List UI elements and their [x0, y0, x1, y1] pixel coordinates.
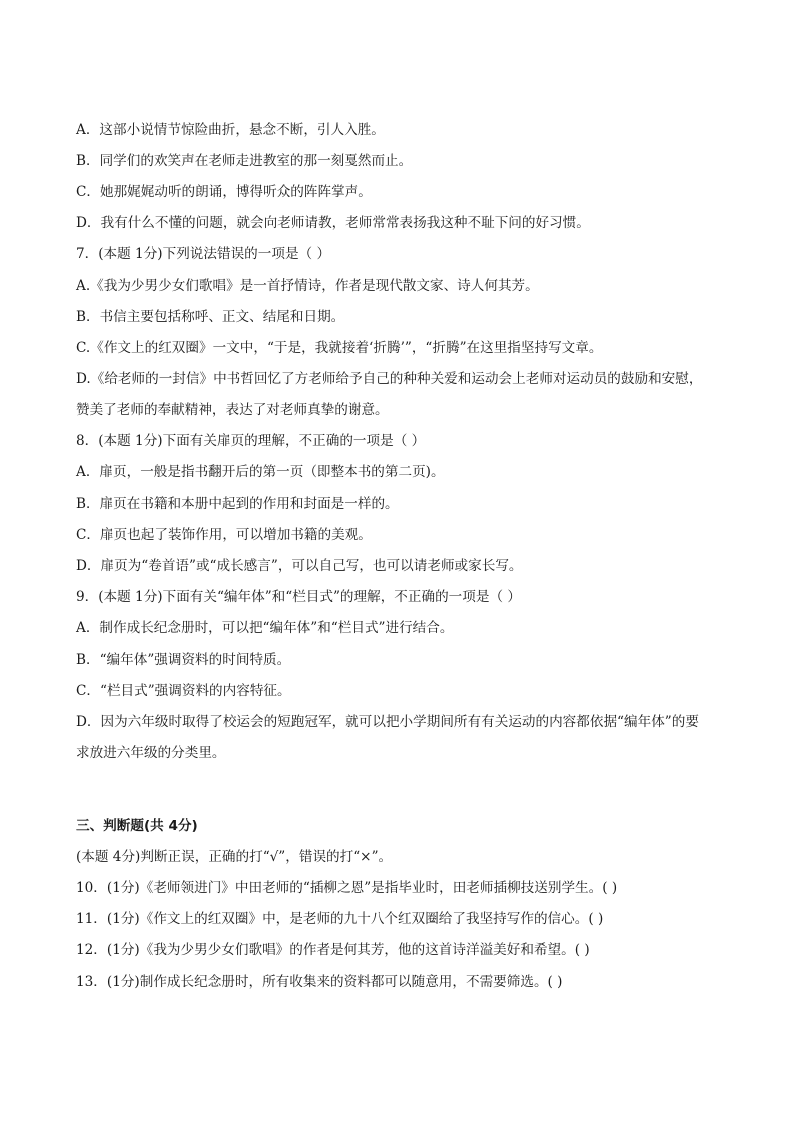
q7-stem: 7．(本题 1分)下列说法错误的一项是（ ）: [76, 246, 331, 262]
q8-stem: 8．(本题 1分)下面有关扉页的理解，不正确的一项是（ ）: [76, 433, 426, 449]
q8-option-b: B．扉页在书籍和本册中起到的作用和封面是一样的。: [76, 496, 399, 512]
q9-option-d: D．因为六年级时取得了校运会的短跑冠军，就可以把小学期间所有有关运动的内容都依据“编年体”的要: [76, 714, 699, 730]
q9-option-c: C．“栏目式”强调资料的内容特征。: [76, 683, 291, 699]
q6-option-d: D．我有什么不懂的问题，就会向老师请教，老师常常表扬我这种不耻下问的好习惯。: [76, 215, 590, 231]
q8-option-c: C．扉页也起了装饰作用，可以增加书籍的美观。: [76, 527, 372, 543]
q7-option-b: B．书信主要包括称呼、正文、结尾和日期。: [76, 309, 345, 325]
q6-option-c: C．她那娓娓动听的朗诵，博得听众的阵阵掌声。: [76, 184, 372, 200]
q9-option-d-cont: 求放进六年级的分类里。: [76, 745, 226, 761]
tf-item-13: 13．(1分)制作成长纪念册时，所有收集来的资料都可以随意用，不需要筛选。( ): [76, 974, 563, 990]
q8-option-d: D．扉页为“卷首语”或“成长感言”，可以自己写，也可以请老师或家长写。: [76, 558, 523, 574]
tf-item-11: 11．(1分)《作文上的红双圈》中，是老师的九十八个红双圈给了我坚持写作的信心。( ): [76, 911, 604, 927]
q6-option-b: B．同学们的欢笑声在老师走进教室的那一刻戛然而止。: [76, 153, 413, 169]
q7-option-a: A.《我为少男少女们歌唱》是一首抒情诗，作者是现代散文家、诗人何其芳。: [76, 278, 539, 294]
tf-instruction: (本题 4分)判断正误，正确的打“√”，错误的打“×”。: [76, 849, 393, 865]
q6-option-a: A．这部小说情节惊险曲折，悬念不断，引人入胜。: [76, 122, 385, 138]
section-heading-true-false: 三、判断题(共 4分): [76, 818, 198, 834]
q7-option-c: C.《作文上的红双圈》一文中，“于是，我就接着‘折腾’”，“折腾”在这里指坚持写文章。: [76, 340, 603, 356]
q9-option-a: A．制作成长纪念册时，可以把“编年体”和“栏目式”进行结合。: [76, 620, 454, 636]
tf-item-10: 10．(1分)《老师领进门》中田老师的“插柳之恩”是指毕业时，田老师插柳技送别学生。( ): [76, 880, 618, 896]
q9-option-b: B．“编年体”强调资料的时间特质。: [76, 652, 291, 668]
q7-option-d-cont: 赞美了老师的奉献精神，表达了对老师真挚的谢意。: [76, 402, 389, 418]
q8-option-a: A．扉页，一般是指书翻开后的第一页（即整本书的第二页)。: [76, 464, 445, 480]
q7-option-d: D.《给老师的一封信》中书哲回忆了方老师给予自己的种种关爱和运动会上老师对运动员的鼓励和安慰，: [76, 371, 703, 387]
tf-item-12: 12．(1分)《我为少男少女们歌唱》的作者是何其芳，他的这首诗洋溢美好和希望。( ): [76, 942, 590, 958]
q9-stem: 9．(本题 1分)下面有关“编年体”和“栏目式”的理解，不正确的一项是（ ）: [76, 589, 521, 605]
